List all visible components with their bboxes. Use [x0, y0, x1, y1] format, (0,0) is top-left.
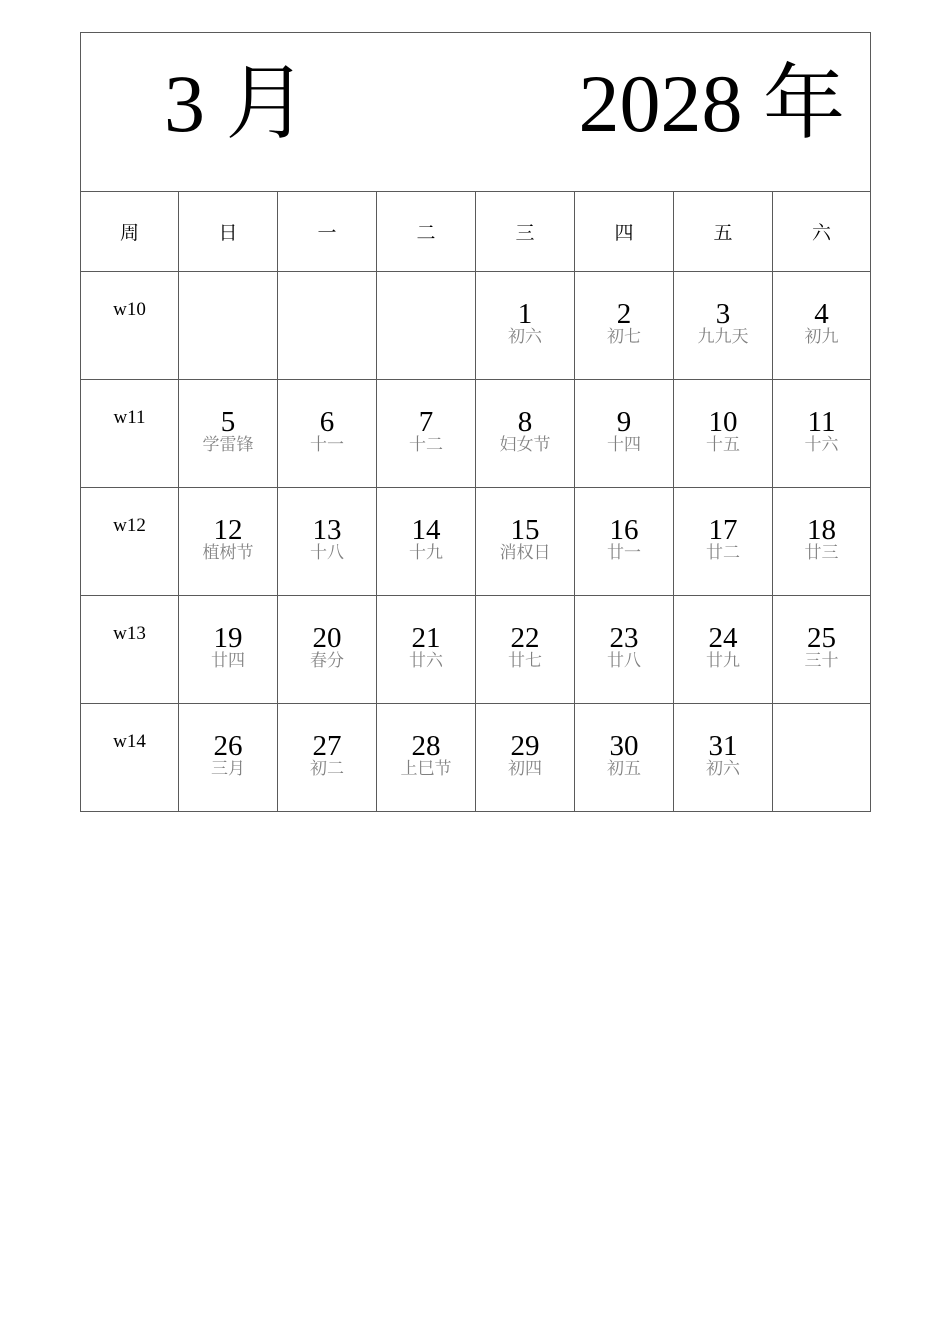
day-number: 9 — [616, 406, 632, 438]
day-number: 6 — [319, 406, 335, 438]
day-cell — [476, 380, 575, 488]
lunar-date: 妇女节 — [499, 435, 551, 455]
day-number: 13 — [312, 514, 342, 546]
lunar-date: 春分 — [310, 651, 344, 671]
day-cell — [575, 704, 674, 812]
day-cell — [476, 596, 575, 704]
lunar-date: 廿三 — [804, 543, 839, 563]
weekday-monday: 一 — [278, 192, 377, 272]
day-cell — [773, 272, 871, 380]
day-number: 16 — [609, 514, 639, 546]
day-number: 30 — [609, 730, 639, 762]
week-row — [81, 488, 871, 596]
day-number: 2 — [616, 298, 632, 330]
lunar-date: 十九 — [409, 543, 443, 563]
weekday-header-row — [81, 192, 871, 272]
week-number: w12 — [81, 488, 179, 596]
empty-day-cell — [773, 704, 871, 812]
weekday-thursday: 四 — [575, 192, 674, 272]
lunar-date: 廿九 — [706, 651, 740, 671]
lunar-date: 十八 — [310, 543, 344, 563]
day-cell — [575, 272, 674, 380]
day-cell — [773, 488, 871, 596]
weekday-saturday: 六 — [773, 192, 871, 272]
day-cell — [575, 596, 674, 704]
day-number: 3 — [715, 298, 731, 330]
day-number: 8 — [517, 406, 533, 438]
day-cell — [377, 488, 476, 596]
day-cell — [377, 380, 476, 488]
day-cell — [179, 596, 278, 704]
year-title: 2028 年 — [578, 58, 845, 149]
day-cell — [278, 596, 377, 704]
week-number: w13 — [81, 596, 179, 704]
weekday-week-label: 周 — [81, 192, 179, 272]
lunar-date: 三十 — [804, 651, 839, 671]
day-cell — [674, 488, 773, 596]
lunar-date: 植树节 — [202, 543, 254, 563]
lunar-date: 十五 — [706, 435, 740, 455]
day-number: 14 — [411, 514, 441, 546]
lunar-date: 九九天 — [697, 327, 749, 347]
day-number: 27 — [312, 730, 342, 762]
day-cell — [377, 596, 476, 704]
lunar-date: 消权日 — [499, 543, 551, 563]
day-number: 21 — [411, 622, 441, 654]
week-row — [81, 380, 871, 488]
lunar-date: 初六 — [706, 759, 740, 779]
weeks-body — [81, 272, 871, 812]
day-cell — [179, 704, 278, 812]
lunar-date: 初九 — [804, 327, 839, 347]
day-number: 28 — [411, 730, 441, 762]
lunar-date: 十六 — [804, 435, 839, 455]
lunar-date: 初七 — [607, 327, 641, 347]
day-number: 26 — [213, 730, 243, 762]
day-cell — [179, 488, 278, 596]
empty-day-cell — [377, 272, 476, 380]
lunar-date: 初二 — [310, 759, 344, 779]
day-cell — [278, 704, 377, 812]
lunar-date: 十一 — [310, 435, 344, 455]
lunar-date: 廿四 — [211, 651, 245, 671]
day-cell — [278, 488, 377, 596]
lunar-date: 十四 — [607, 435, 641, 455]
day-cell — [674, 704, 773, 812]
day-cell — [179, 380, 278, 488]
empty-day-cell — [278, 272, 377, 380]
day-cell — [476, 488, 575, 596]
day-cell — [377, 704, 476, 812]
calendar-table — [80, 32, 871, 812]
week-row — [81, 272, 871, 380]
calendar-header-row — [81, 33, 871, 192]
day-number: 22 — [510, 622, 540, 654]
month-title: 3 月 — [164, 58, 308, 149]
lunar-date: 初五 — [607, 759, 641, 779]
week-row — [81, 596, 871, 704]
lunar-date: 三月 — [211, 759, 245, 779]
lunar-date: 廿二 — [706, 543, 740, 563]
day-number: 7 — [418, 406, 434, 438]
weekday-sunday: 日 — [179, 192, 278, 272]
day-cell — [575, 488, 674, 596]
lunar-date: 学雷锋 — [202, 435, 254, 455]
calendar-header — [81, 33, 871, 192]
day-number: 5 — [220, 406, 236, 438]
day-number: 23 — [609, 622, 639, 654]
day-number: 12 — [213, 514, 243, 546]
week-number: w11 — [81, 380, 179, 488]
day-number: 11 — [807, 406, 836, 438]
day-number: 29 — [510, 730, 540, 762]
lunar-date: 廿七 — [508, 651, 542, 671]
day-cell — [575, 380, 674, 488]
day-number: 20 — [312, 622, 342, 654]
weekday-tuesday: 二 — [377, 192, 476, 272]
day-cell — [476, 272, 575, 380]
day-number: 25 — [807, 622, 836, 654]
lunar-date: 初四 — [508, 759, 542, 779]
day-cell — [674, 596, 773, 704]
weekday-friday: 五 — [674, 192, 773, 272]
day-cell — [674, 272, 773, 380]
lunar-date: 十二 — [409, 435, 443, 455]
week-row — [81, 704, 871, 812]
day-number: 10 — [708, 406, 738, 438]
day-number: 18 — [807, 514, 836, 546]
day-cell — [278, 380, 377, 488]
day-number: 1 — [517, 298, 533, 330]
weekday-wednesday: 三 — [476, 192, 575, 272]
week-number: w10 — [81, 272, 179, 380]
lunar-date: 上巳节 — [400, 759, 452, 779]
day-cell — [476, 704, 575, 812]
day-cell — [773, 380, 871, 488]
day-cell — [773, 596, 871, 704]
day-number: 15 — [510, 514, 540, 546]
day-number: 4 — [814, 298, 829, 330]
day-number: 19 — [213, 622, 243, 654]
day-number: 17 — [708, 514, 738, 546]
day-number: 24 — [708, 622, 738, 654]
lunar-date: 廿八 — [607, 651, 641, 671]
lunar-date: 初六 — [508, 327, 542, 347]
empty-day-cell — [179, 272, 278, 380]
lunar-date: 廿一 — [607, 543, 641, 563]
week-number: w14 — [81, 704, 179, 812]
day-number: 31 — [708, 730, 738, 762]
lunar-date: 廿六 — [409, 651, 443, 671]
day-cell — [674, 380, 773, 488]
